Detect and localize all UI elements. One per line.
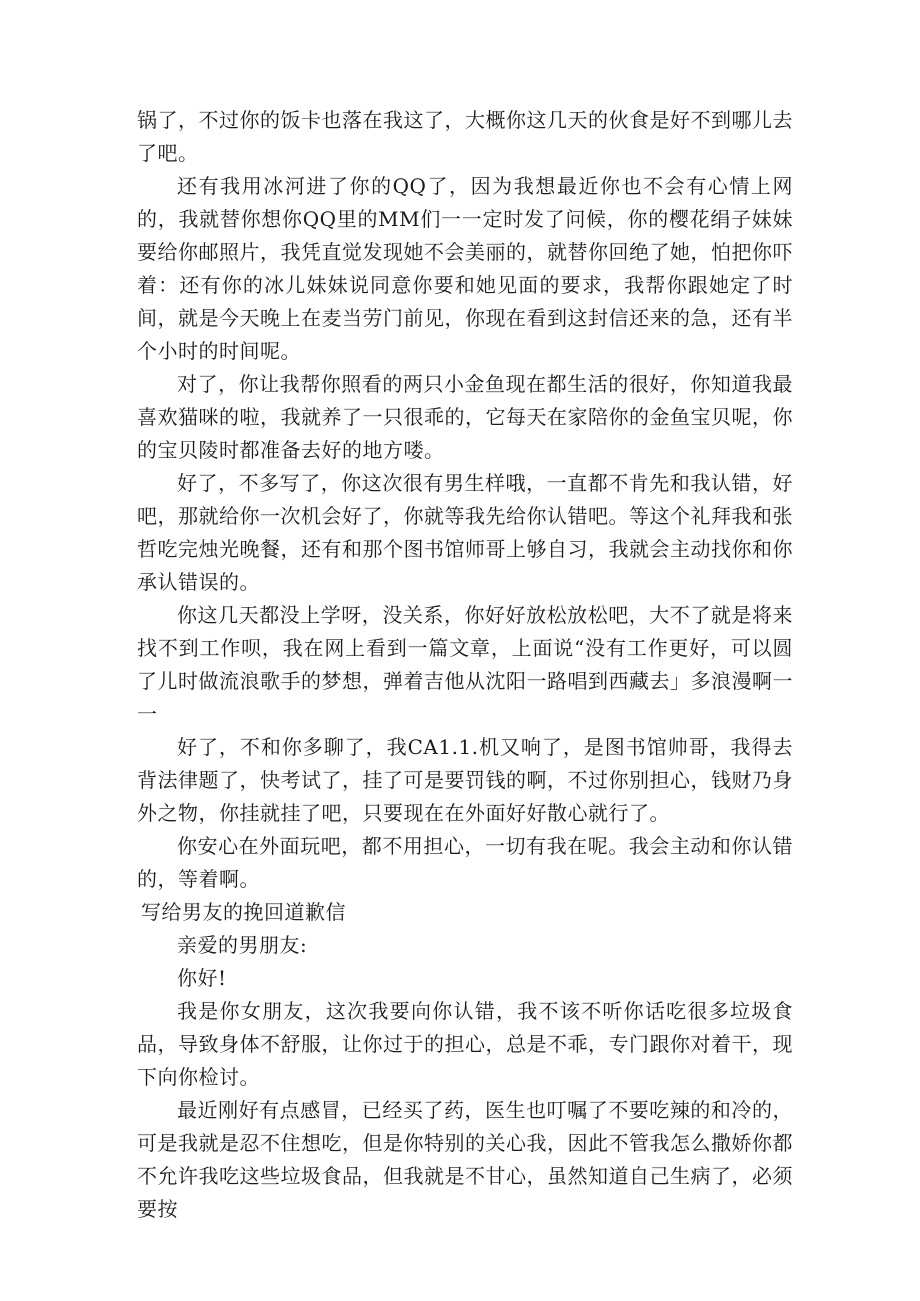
letter-body xyxy=(137,104,793,1226)
paragraph-continued: 锅了，不过你的饭卡也落在我这了，大概你这几天的伙食是好不到哪儿去了吧。 xyxy=(137,108,793,165)
paragraph-qq: 还有我用冰河进了你的QQ了，因为我想最近你也不会有心情上网的，我就替你想你QQ里的MM们一一定时发了问候，你的樱花绢子妹妹要给你邮照片，我凭直觉发现她不会美丽的，就替你回绝了她，怕把你吓着：还有你的冰儿妹妹说同意你要和她见面的要求，我帮你跟她定了时间，就是今天晚上在麦当劳门前见，你现在看到这封信还来的急，还有半个小时的时间呢。 xyxy=(137,174,793,363)
paragraph-confession: 我是你女朋友，这次我要向你认错，我不该不听你话吃很多垃圾食品，导致身体不舒服，让你过于的担心，总是不乖，专门跟你对着干，现下向你检讨。 xyxy=(137,999,793,1089)
paragraph-cold: 最近刚好有点感冒，已经买了药，医生也叮嘱了不要吃辣的和冷的，可是我就是忍不住想吃，但是你特别的关心我，因此不管我怎么撒娇你都不允许我吃这些垃圾食品，但我就是不甘心，虽然知道自己生病了，必须要按 xyxy=(137,1098,793,1221)
salutation: 亲爱的男朋友: xyxy=(177,933,308,957)
section-title: 写给男友的挽回道歉信 xyxy=(141,900,346,924)
greeting: 你好! xyxy=(177,966,227,990)
paragraph-library: 好了，不和你多聊了，我CA1.1.机又响了，是图书馆帅哥，我得去背法律题了，快考试了，挂了可是要罚钱的啊，不过你别担心，钱财乃身外之物，你挂就挂了吧，只要现在在外面好好散心就行了。 xyxy=(137,735,793,825)
paragraph-closing: 你安心在外面玩吧，都不用担心，一切有我在呢。我会主动和你认错的，等着啊。 xyxy=(137,834,793,891)
paragraph-apology-chance: 好了，不多写了，你这次很有男生样哦，一直都不肯先和我认错，好吧，那就给你一次机会好了，你就等我先给你认错吧。等这个礼拜我和张哲吃完烛光晚餐，还有和那个图书馆师哥上够自习，我就会主动找你和你承认错误的。 xyxy=(137,471,793,594)
paragraph-goldfish: 对了，你让我帮你照看的两只小金鱼现在都生活的很好，你知道我最喜欢猫咪的啦，我就养了一只很乖的，它每天在家陪你的金鱼宝贝呢，你的宝贝陵时都准备去好的地方喽。 xyxy=(137,372,793,462)
paragraph-school: 你这几天都没上学呀，没关系，你好好放松放松吧，大不了就是将来找不到工作呗，我在网上看到一篇文章，上面说“没有工作更好，可以圆了儿时做流浪歌手的梦想，弹着吉他从沈阳一路唱到西藏去」多浪漫啊一一 xyxy=(137,603,793,726)
